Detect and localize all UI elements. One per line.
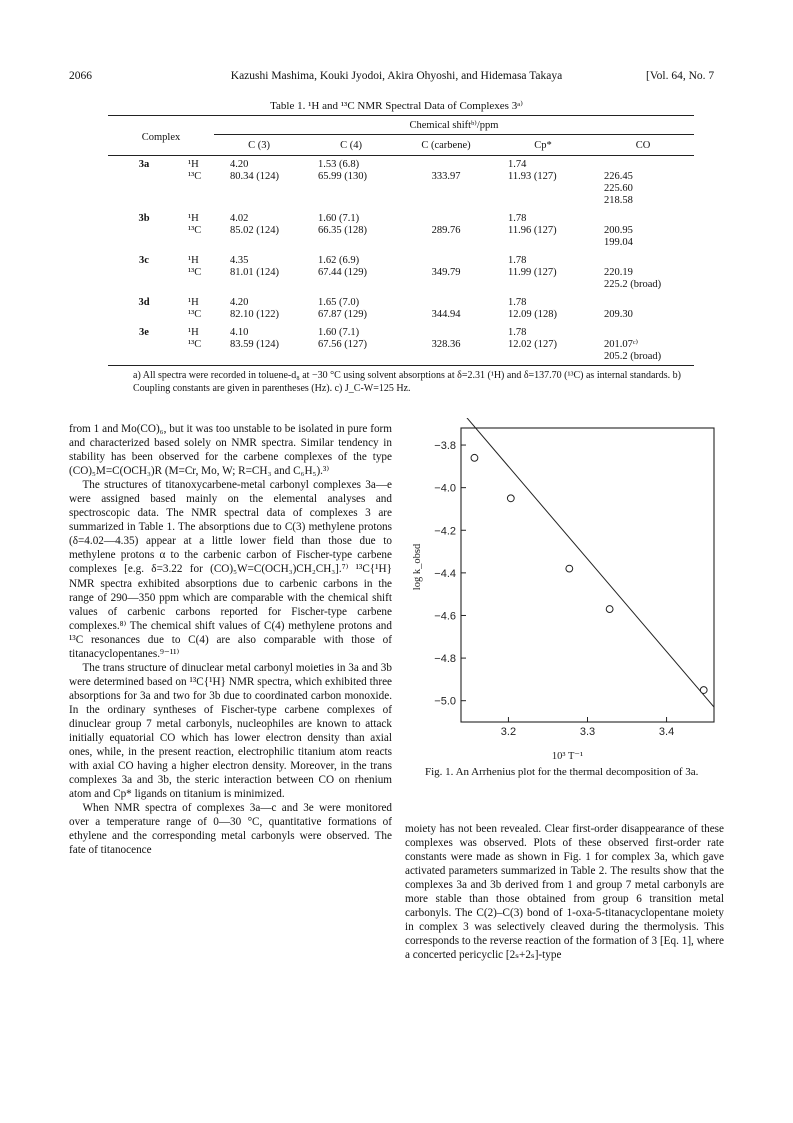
table-cell-complex: 3e [139, 327, 149, 338]
table-cell-c4: 65.99 (130) [318, 171, 367, 182]
header-complex: Complex [108, 116, 214, 156]
paragraph: The trans structure of dinuclear metal carbonyl moieties in 3a and 3b were determined based on ¹³C{¹H} NMR spectra, which exhibited three absorptions for 3a and two for 3b due to coordinated carbon monoxide. In the ordinary syntheses of Fischer-type carbene complexes of dinuclear group 7 metal carbonyls, nucleophiles are known to attack initially equatorial CO which has lower electron density than axial ones, while, in the present reaction, electrophilic titanium atom reacts with axial CO having a higher electron density. Moreover, in the trans complexes 3a and 3b, the steric interaction between CO on rhenium atom and Cp* ligands on titanium is minimized. [69, 661, 392, 801]
table-cell-complex [108, 183, 172, 195]
col-header-c4: C (4) [304, 137, 398, 156]
table-cell-complex [108, 351, 172, 366]
table-row [108, 249, 694, 267]
table-cell-complex [108, 225, 172, 237]
table-cell-c4 [304, 183, 398, 195]
table-cell-cp: 12.02 (127) [508, 339, 557, 350]
table-caption: Table 1. ¹H and ¹³C NMR Spectral Data of Complexes 3ᵃ⁾ [270, 100, 523, 112]
y-tick-label: −4.4 [434, 567, 456, 580]
table-cell-cp: 12.09 (128) [508, 309, 557, 320]
table-cell-co [592, 156, 694, 172]
y-tick-label: −5.0 [434, 695, 456, 708]
table-cell-complex: 3a [138, 159, 150, 170]
table-cell-c4: 1.60 (7.1) [318, 327, 360, 338]
arrhenius-plot [405, 418, 724, 818]
table-cell-nuc [172, 279, 214, 291]
table-row [108, 171, 694, 183]
table-cell-c3: 80.34 (124) [230, 171, 279, 182]
table-cell-cp: 1.78 [508, 297, 527, 308]
table-cell-cp: 1.74 [508, 159, 527, 170]
table-cell-carbene: 344.94 [431, 309, 461, 320]
table-cell-c4: 67.87 (129) [318, 309, 367, 320]
table-cell-nuc: ¹H [188, 213, 199, 224]
table-cell-carbene [398, 351, 494, 366]
table-row [108, 183, 694, 195]
nmr-data-table [108, 115, 694, 366]
table-cell-complex: 3c [139, 255, 149, 266]
table-cell-complex [108, 267, 172, 279]
table-cell-nuc: ¹³C [188, 309, 202, 320]
table-cell-c3: 81.01 (124) [230, 267, 279, 278]
table-row [108, 237, 694, 249]
table-footnote: a) All spectra were recorded in toluene-d₈ at −30 °C using solvent absorptions at δ=2.31 (¹H) and δ=137.70 (¹³C) as internal standards. b) Coupling constants are given in parentheses (Hz). c) J_C-W=125 Hz. [133, 370, 681, 394]
data-point [507, 495, 514, 502]
table-cell-carbene [398, 321, 494, 339]
table-cell-carbene [398, 156, 494, 172]
left-column [69, 422, 392, 857]
table-cell-c3: 85.02 (124) [230, 225, 279, 236]
table-cell-nuc: ¹³C [188, 171, 202, 182]
x-axis-label: 10³ T⁻¹ [551, 751, 584, 762]
y-tick-label: −4.6 [434, 610, 456, 623]
table-cell-carbene: 349.79 [431, 267, 461, 278]
table-cell-complex: 3b [138, 213, 150, 224]
fit-line [467, 418, 714, 707]
table-cell-c3: 4.35 [230, 255, 249, 266]
y-tick-label: −4.0 [434, 482, 456, 495]
table-row [108, 156, 694, 172]
table-cell-co: 225.60 [604, 183, 633, 194]
table-cell-c4 [304, 279, 398, 291]
x-tick-label: 3.4 [658, 726, 675, 738]
table-cell-complex: 3d [138, 297, 150, 308]
x-tick-label: 3.2 [500, 726, 517, 738]
table-cell-c4: 1.53 (6.8) [318, 159, 360, 170]
table-cell-c3: 4.02 [230, 213, 249, 224]
table-cell-carbene: 328.36 [431, 339, 461, 350]
table-cell-co [592, 321, 694, 339]
table-cell-c3 [214, 237, 304, 249]
table-row [108, 267, 694, 279]
table-cell-carbene [398, 279, 494, 291]
table-cell-co: 226.45 [604, 171, 633, 182]
table-cell-c4 [304, 195, 398, 207]
table-cell-c3 [214, 351, 304, 366]
table-cell-nuc: ¹H [188, 159, 199, 170]
table-cell-c3: 83.59 (124) [230, 339, 279, 350]
paragraph: from 1 and Mo(CO)₆, but it was too unstable to be isolated in pure form and characterized based solely on NMR spectra. Similar tendency in stability has been observed for the carbene complexes of the type (CO)₅M=C(OCH₃)R (M=Cr, Mo, W; R=CH₃ and C₆H₅).³⁾ [69, 423, 392, 478]
table-cell-co: 199.04 [604, 237, 633, 248]
figure-caption: Fig. 1. An Arrhenius plot for the thermal decomposition of 3a. [425, 766, 699, 778]
table-row [108, 195, 694, 207]
table-cell-cp: 1.78 [508, 213, 527, 224]
col-header-c3: C (3) [214, 137, 304, 156]
plot-frame [461, 428, 714, 722]
table-cell-nuc: ¹³C [188, 267, 202, 278]
table-cell-c4: 67.44 (129) [318, 267, 367, 278]
table-row [108, 351, 694, 366]
table-cell-co: 220.19 [604, 267, 633, 278]
page-number: 2066 [69, 70, 92, 82]
running-authors: Kazushi Mashima, Kouki Jyodoi, Akira Ohyoshi, and Hidemasa Takaya [230, 70, 563, 82]
table-cell-nuc: ¹H [188, 297, 199, 308]
table-cell-cp [494, 183, 592, 195]
table-cell-c3: 4.20 [230, 297, 249, 308]
table-cell-c3 [214, 279, 304, 291]
table-row [108, 207, 694, 225]
data-point [471, 454, 478, 461]
table-cell-cp: 1.78 [508, 255, 527, 266]
table-row [108, 279, 694, 291]
table-cell-carbene: 333.97 [431, 171, 461, 182]
table-cell-carbene [398, 195, 494, 207]
table-cell-c4: 67.56 (127) [318, 339, 367, 350]
table-cell-complex [108, 195, 172, 207]
data-point [606, 606, 613, 613]
header-chemical-shift: Chemical shiftᵇ⁾/ppm [214, 120, 694, 135]
table-cell-carbene: 289.76 [431, 225, 461, 236]
table-cell-co [592, 249, 694, 267]
table-cell-carbene [398, 237, 494, 249]
y-tick-label: −4.8 [434, 653, 456, 666]
journal-volume: [Vol. 64, No. 7 [646, 70, 715, 82]
table-cell-nuc: ¹³C [188, 225, 202, 236]
data-point [566, 565, 573, 572]
y-axis-label: log k_obsd [412, 543, 423, 591]
table-cell-nuc: ¹H [188, 327, 199, 338]
table-cell-co [592, 207, 694, 225]
table-cell-c4: 1.62 (6.9) [318, 255, 360, 266]
table-cell-c3: 4.20 [230, 159, 249, 170]
table-cell-nuc: ¹H [188, 255, 199, 266]
col-header-carbene: C (carbene) [398, 137, 494, 156]
table-row [108, 291, 694, 309]
table-cell-cp [494, 279, 592, 291]
table-row [108, 309, 694, 321]
table-cell-nuc [172, 195, 214, 207]
table-cell-co: 205.2 (broad) [592, 351, 694, 366]
table-cell-co [592, 291, 694, 309]
paragraph: The structures of titanoxycarbene-metal carbonyl complexes 3a—e were assigned based mainly on the elemental analyses and spectroscopic data. The NMR spectral data of complexes 3 are summarized in Table 1. The absorptions due to C(3) methylene protons (δ=4.02—4.35) appear at a little lower field than those due to methylene protons α to the carbenic carbon of Fischer-type carbene complexes [e.g. δ=3.22 for (CO)₅W=C(OCH₃)CH₂CH₃].⁷⁾ ¹³C{¹H} NMR spectra exhibited absorptions due to carbenic carbons in the range of 290—350 ppm which are comparable with the chemical shift values of carbenic carbons reported for Fischer-type carbene complexes.⁸⁾ The chemical shift values of C(4) methylene protons and ¹³C resonances due to C(4) are also comparable with those of titanacyclopentanes.⁹⁻¹¹⁾ [69, 479, 392, 660]
col-header-co: CO [592, 137, 694, 156]
table-row [108, 225, 694, 237]
table-cell-nuc [172, 237, 214, 249]
right-column [405, 822, 724, 962]
x-tick-label: 3.3 [579, 726, 596, 738]
table-cell-complex [108, 309, 172, 321]
table-cell-carbene [398, 249, 494, 267]
table-cell-nuc [172, 183, 214, 195]
table-cell-cp: 1.78 [508, 327, 527, 338]
paragraph: When NMR spectra of complexes 3a—c and 3e were monitored over a temperature range of 0—30 °C, quantitative formations of ethylene and the corresponding metal carbonyls were observed. The fate of titanocence [69, 802, 392, 857]
table-cell-cp: 11.96 (127) [508, 225, 557, 236]
table-cell-nuc [172, 351, 214, 366]
table-cell-co: 209.30 [604, 309, 633, 320]
table-row [108, 339, 694, 351]
data-point [700, 687, 707, 694]
table-cell-co: 201.07ᶜ⁾ [604, 339, 639, 350]
table-cell-complex [108, 339, 172, 351]
table-cell-carbene [398, 183, 494, 195]
table-cell-co: 225.2 (broad) [604, 279, 662, 290]
paragraph: moiety has not been revealed. Clear first-order disappearance of these complexes was observed. Plots of these observed first-order rate constants were made as shown in Fig. 1 for complex 3a, which gave activated parameters summarized in Table 2. The results show that the complexes 3a and 3b derived from 1 and group 7 metal carbonyls are more stable than those obtained from group 6 transition metal carbonyls. The C(2)–C(3) bond of 1-oxa-5-titanacyclopentane moiety in complex 3 was selectively cleaved during the thermolysis. This corresponds to the reverse reaction of the formation of 3 [Eq. 1], where a concerted pericyclic [2ₛ+2ₛ]-type [405, 823, 724, 962]
table-cell-carbene [398, 207, 494, 225]
table-cell-cp [494, 351, 592, 366]
table-cell-c4 [304, 351, 398, 366]
table-row [108, 321, 694, 339]
table-cell-complex [108, 279, 172, 291]
table-cell-c3: 4.10 [230, 327, 249, 338]
table-cell-nuc: ¹³C [188, 339, 202, 350]
col-header-cp: Cp* [494, 137, 592, 156]
table-cell-c4: 1.65 (7.0) [318, 297, 360, 308]
table-cell-c3 [214, 195, 304, 207]
table-cell-co: 218.58 [604, 195, 633, 206]
table-cell-co: 200.95 [604, 225, 633, 236]
y-tick-label: −4.2 [434, 525, 456, 538]
table-cell-cp: 11.99 (127) [508, 267, 557, 278]
table-cell-c3: 82.10 (122) [230, 309, 279, 320]
table-cell-cp [494, 237, 592, 249]
table-cell-c4: 1.60 (7.1) [318, 213, 360, 224]
y-tick-label: −3.8 [434, 440, 456, 453]
table-cell-complex [108, 171, 172, 183]
table-cell-c4 [304, 237, 398, 249]
table-cell-cp [494, 195, 592, 207]
table-cell-c3 [214, 183, 304, 195]
table-cell-cp: 11.93 (127) [508, 171, 557, 182]
table-cell-carbene [398, 291, 494, 309]
table-cell-complex [108, 237, 172, 249]
table-cell-c4: 66.35 (128) [318, 225, 367, 236]
